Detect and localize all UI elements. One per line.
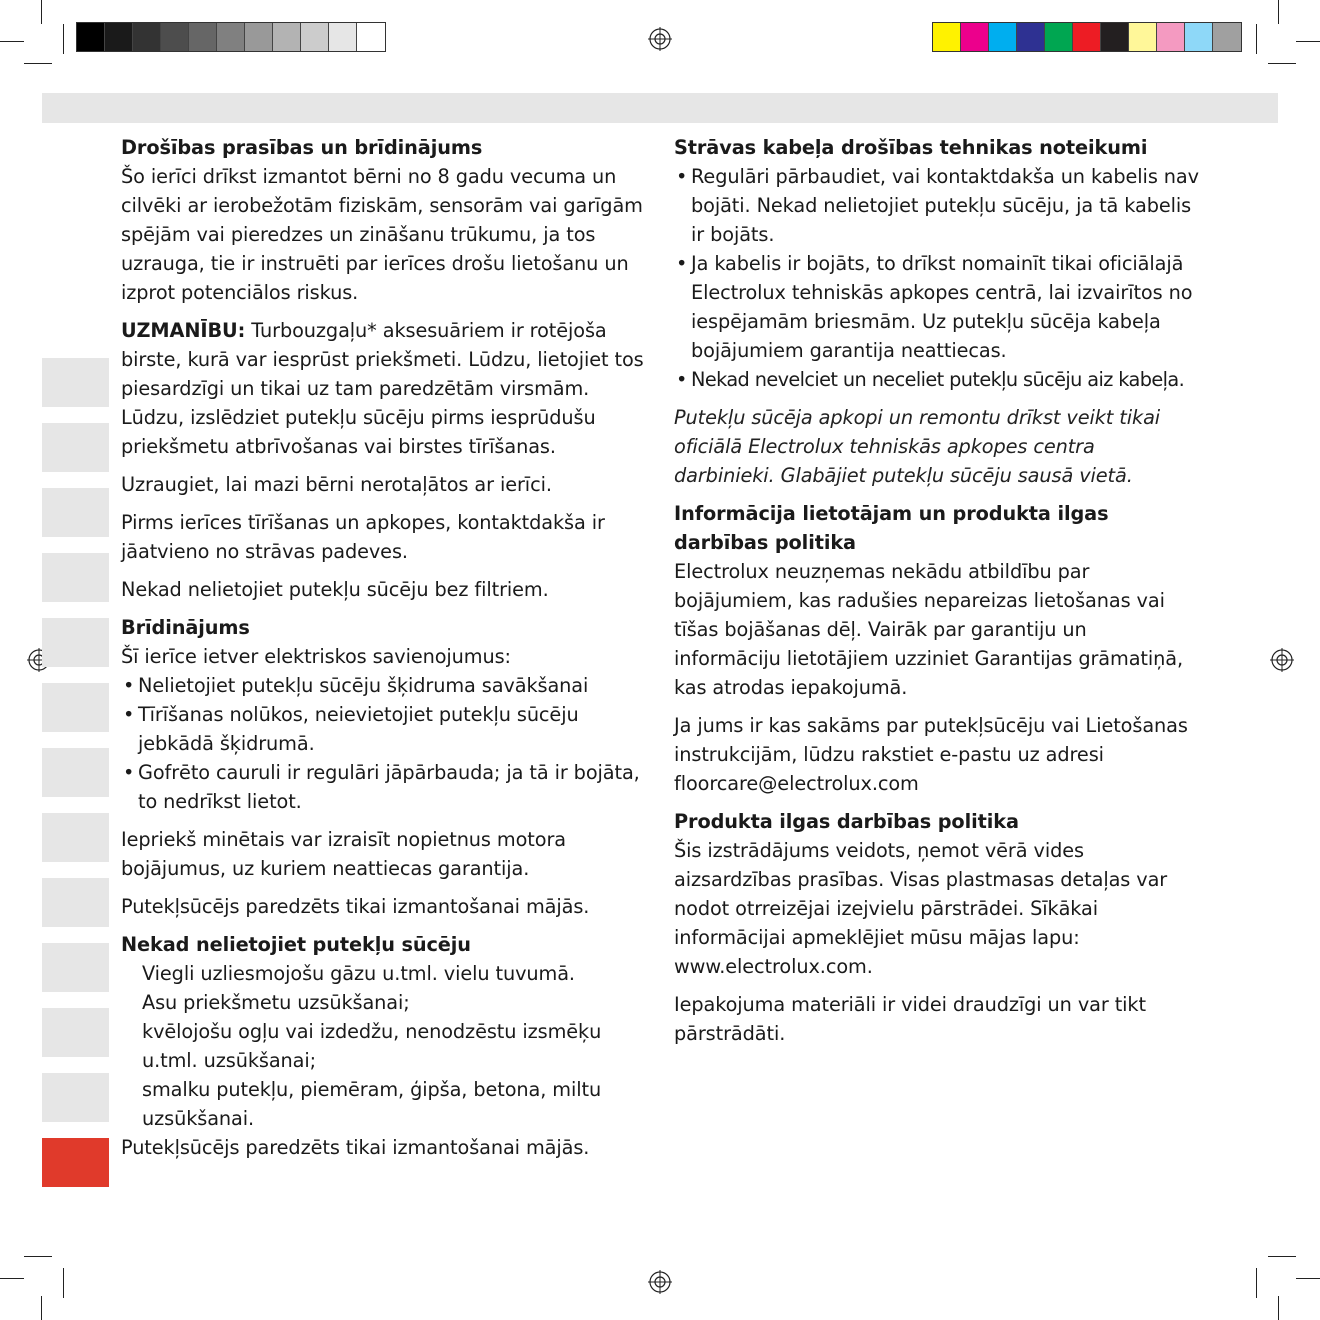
language-tab	[42, 488, 109, 537]
process-color-bar	[932, 22, 1242, 52]
color-swatch	[217, 23, 245, 51]
color-swatch	[105, 23, 133, 51]
warning-section	[121, 613, 646, 816]
crop-mark	[1268, 1256, 1296, 1257]
color-swatch	[1157, 23, 1185, 51]
color-swatch	[989, 23, 1017, 51]
crop-mark	[0, 41, 24, 42]
right-column	[674, 133, 1199, 1057]
info-heading: Informācija lietotājam un produkta ilgas darbības politika	[674, 502, 1109, 554]
crop-mark	[1278, 1296, 1279, 1320]
list-item: • Ja kabelis ir bojāts, to drīkst nomainīt tikai oficiālajā Electrolux tehniskās apkopes centrā, lai izvairītos no iespējamām briesmām. Uz putekļu sūcēja kabeļa bojājumiem garantija neattiecas.	[674, 249, 1199, 365]
color-swatch	[161, 23, 189, 51]
never-use-section	[121, 930, 646, 1162]
registration-mark-icon	[648, 1270, 672, 1294]
color-swatch	[961, 23, 989, 51]
crop-mark	[41, 1296, 42, 1320]
cable-section	[674, 133, 1199, 394]
crop-mark	[1296, 1278, 1320, 1279]
home-use-paragraph-2: Putekļsūcējs paredzēts tikai izmantošanai mājās.	[121, 1136, 590, 1159]
caution-paragraph	[121, 316, 646, 461]
policy-heading: Produkta ilgas darbības politika	[674, 810, 1019, 833]
color-swatch	[1045, 23, 1073, 51]
safety-section	[121, 133, 646, 307]
damage-paragraph: Iepriekš minētais var izraisīt nopietnus motora bojājumus, uz kuriem neattiecas garantija.	[121, 828, 566, 880]
color-swatch	[1185, 23, 1213, 51]
color-swatch	[189, 23, 217, 51]
crop-mark	[63, 1268, 64, 1298]
language-tab	[42, 618, 109, 667]
caution-label: UZMANĪBU:	[121, 319, 246, 342]
cable-heading: Strāvas kabeļa drošības tehnikas noteikumi	[674, 136, 1148, 159]
safety-text: Šo ierīci drīkst izmantot bērni no 8 gadu vecuma un cilvēki ar ierobežotām fiziskām, sensorām vai garīgām spējām vai pieredzes un zināšanu trūkumu, ja tos uzrauga, tie ir instruēti par ierīces drošu lietošanu un izprot potenciālos riskus.	[121, 165, 643, 304]
packaging-paragraph: Iepakojuma materiāli ir videi draudzīgi un var tikt pārstrādāti.	[674, 993, 1146, 1045]
filters-paragraph: Nekad nelietojiet putekļu sūcēju bez filtriem.	[121, 578, 549, 601]
header-band	[42, 93, 1278, 123]
registration-mark-icon	[1270, 648, 1294, 672]
color-swatch	[1017, 23, 1045, 51]
crop-mark	[41, 0, 42, 24]
language-tab	[42, 683, 109, 732]
cable-list	[674, 162, 1199, 394]
color-swatch	[329, 23, 357, 51]
warning-list	[121, 671, 646, 816]
language-tab	[42, 748, 109, 797]
language-tab	[42, 1073, 109, 1122]
crop-mark	[0, 1278, 24, 1279]
unplug-paragraph: Pirms ierīces tīrīšanas un apkopes, kontaktdakša ir jāatvieno no strāvas padeves.	[121, 511, 605, 563]
language-tab	[42, 358, 109, 407]
list-item: • Nelietojiet putekļu sūcēju šķidruma savākšanai	[121, 671, 646, 700]
color-swatch	[77, 23, 105, 51]
color-swatch	[273, 23, 301, 51]
language-tab	[42, 813, 109, 862]
warning-heading: Brīdinājums	[121, 616, 250, 639]
caution-text: Turbouzgaļu* aksesuāriem ir rotējoša birste, kurā var iesprūst priekšmeti. Lūdzu, lietojiet tos piesardzīgi un tikai uz tam paredzētām virsmām. Lūdzu, izslēdziet putekļu sūcēju pirms iesprūdušu priekšmetu atbrīvošanas vai birstes tīrīšanas.	[121, 319, 644, 458]
color-swatch	[301, 23, 329, 51]
crop-mark	[1256, 1268, 1257, 1298]
color-swatch	[357, 23, 385, 51]
never-use-heading: Nekad nelietojiet putekļu sūcēju	[121, 933, 471, 956]
list-item: • Regulāri pārbaudiet, vai kontaktdakša un kabelis nav bojāti. Nekad nelietojiet putekļu sūcēju, ja tā kabelis ir bojāts.	[674, 162, 1199, 249]
language-tab-active	[42, 1138, 109, 1187]
language-tab	[42, 1008, 109, 1057]
never-use-line: smalku putekļu, piemēram, ģipša, betona, miltu uzsūkšanai.	[142, 1078, 602, 1130]
policy-section	[674, 807, 1199, 981]
list-item: • Tīrīšanas nolūkos, neievietojiet putekļu sūcēju jebkādā šķidrumā.	[121, 700, 646, 758]
never-use-line: Asu priekšmetu uzsūkšanai;	[142, 991, 410, 1014]
grayscale-color-bar	[76, 22, 386, 52]
contact-paragraph: Ja jums ir kas sakāms par putekļsūcēju vai Lietošanas instrukcijām, lūdzu rakstiet e-pastu uz adresi floorcare@electrolux.com	[674, 714, 1188, 795]
warning-intro: Šī ierīce ietver elektriskos savienojumus:	[121, 645, 511, 668]
crop-mark	[1268, 63, 1296, 64]
crop-mark	[24, 63, 52, 64]
color-swatch	[1073, 23, 1101, 51]
crop-mark	[1278, 0, 1279, 24]
registration-mark-icon	[648, 27, 672, 51]
language-tab	[42, 943, 109, 992]
color-swatch	[933, 23, 961, 51]
left-column	[121, 133, 646, 1162]
info-text: Electrolux neuzņemas nekādu atbildību par bojājumiem, kas radušies nepareizas lietošanas vai tīšas bojāšanas dēļ. Vairāk par garantiju un informāciju lietotājiem uzziniet Garantijas grāmatiņā, kas atrodas iepakojumā.	[674, 560, 1183, 699]
never-use-line: kvēlojošu ogļu vai izdedžu, nenodzēstu izsmēķu u.tml. uzsūkšanai;	[142, 1020, 602, 1072]
info-section	[674, 499, 1199, 702]
policy-text: Šis izstrādājums veidots, ņemot vērā vides aizsardzības prasības. Visas plastmasas detaļas var nodot otrreizējai izejvielu pārstrādei. Sīkākai informācijai apmeklējiet mūsu mājas lapu: www.electrolux.com.	[674, 839, 1168, 978]
crop-mark	[1296, 41, 1320, 42]
crop-mark	[24, 1256, 52, 1257]
list-item: • Gofrēto cauruli ir regulāri jāpārbauda; ja tā ir bojāta, to nedrīkst lietot.	[121, 758, 646, 816]
color-swatch	[1101, 23, 1129, 51]
home-use-paragraph: Putekļsūcējs paredzēts tikai izmantošanai mājās.	[121, 895, 590, 918]
crop-mark	[1256, 24, 1257, 54]
color-swatch	[1213, 23, 1241, 51]
safety-heading: Drošības prasības un brīdinājums	[121, 136, 483, 159]
color-swatch	[133, 23, 161, 51]
color-swatch	[245, 23, 273, 51]
language-tab	[42, 553, 109, 602]
language-tab	[42, 423, 109, 472]
children-paragraph: Uzraugiet, lai mazi bērni nerotaļātos ar ierīci.	[121, 473, 552, 496]
crop-mark	[63, 24, 64, 54]
color-swatch	[1129, 23, 1157, 51]
language-tab	[42, 878, 109, 927]
list-item: • Nekad nevelciet un neceliet putekļu sūcēju aiz kabeļa.	[674, 365, 1199, 394]
service-note: Putekļu sūcēja apkopi un remontu drīkst veikt tikai oficiālā Electrolux tehniskās apkopes centra darbinieki. Glabājiet putekļu sūcēju sausā vietā.	[674, 406, 1161, 487]
never-use-line: Viegli uzliesmojošu gāzu u.tml. vielu tuvumā.	[142, 962, 575, 985]
